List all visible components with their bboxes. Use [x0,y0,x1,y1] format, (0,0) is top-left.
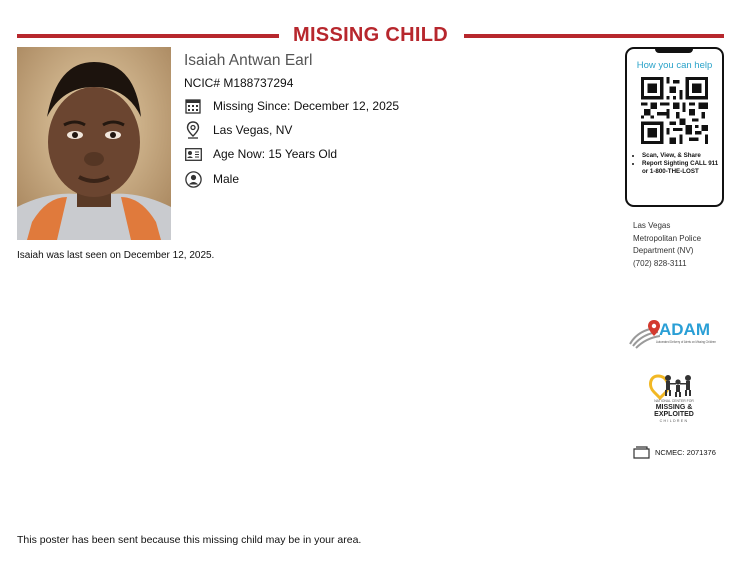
person-icon [184,170,202,188]
ncmec-logo-line1: NATIONAL CENTER FOR [654,399,694,403]
qr-code-icon[interactable] [641,77,708,149]
last-seen-text: Isaiah was last seen on December 12, 2025. [17,250,215,261]
agency-line-3: Department (NV) [633,246,694,255]
ncmec-logo-line3: EXPLOITED [654,411,694,418]
help-list [629,152,720,176]
sex: Male [213,172,240,186]
folder-icon [633,446,650,459]
missing-since-row [184,97,399,115]
age-row [184,145,337,163]
help-title: How you can help [636,60,713,71]
footer-note: This poster has been sent because this missing child may be in your area. [17,534,362,546]
age-now: Age Now: 15 Years Old [213,147,338,161]
missing-since: Missing Since: December 12, 2025 [213,99,400,113]
poster-title: MISSING CHILD [283,24,458,46]
last-known-location: Las Vegas, NV [213,123,293,137]
adam-logo-tagline: Automated Delivery of Alerts on Missing Children [656,340,716,344]
ncic-number: NCIC# M188737294 [184,76,294,90]
child-photo [17,47,171,240]
ncmec-logo-line4: CHILDREN [659,419,689,423]
help-phone-box [625,47,724,207]
ncmec-number: NCMEC: 2071376 [655,448,716,457]
id-card-icon [184,145,202,163]
calendar-icon [184,97,202,115]
help-bullet-report: • Report Sighting CALL 911 or 1-800-THE-LOST [642,160,720,176]
location-pin-icon [184,121,202,139]
ncmec-case [633,446,716,459]
agency-line-1: Las Vegas [633,221,671,230]
ncmec-logo-line2: MISSING & [655,404,693,411]
agency-line-2: Metropolitan Police [633,233,702,243]
agency-phone: (702) 828-3111 [633,258,687,268]
phone-notch [655,48,693,53]
child-name: Isaiah Antwan Earl [184,52,313,69]
help-bullet-scan: • Scan, View, & Share [642,152,720,160]
agency-contact [633,220,701,270]
ncmec-logo [646,368,702,433]
adam-logo-name: ADAM [659,320,710,339]
location-row [184,121,292,139]
adam-logo [628,318,720,357]
sex-row [184,170,239,188]
